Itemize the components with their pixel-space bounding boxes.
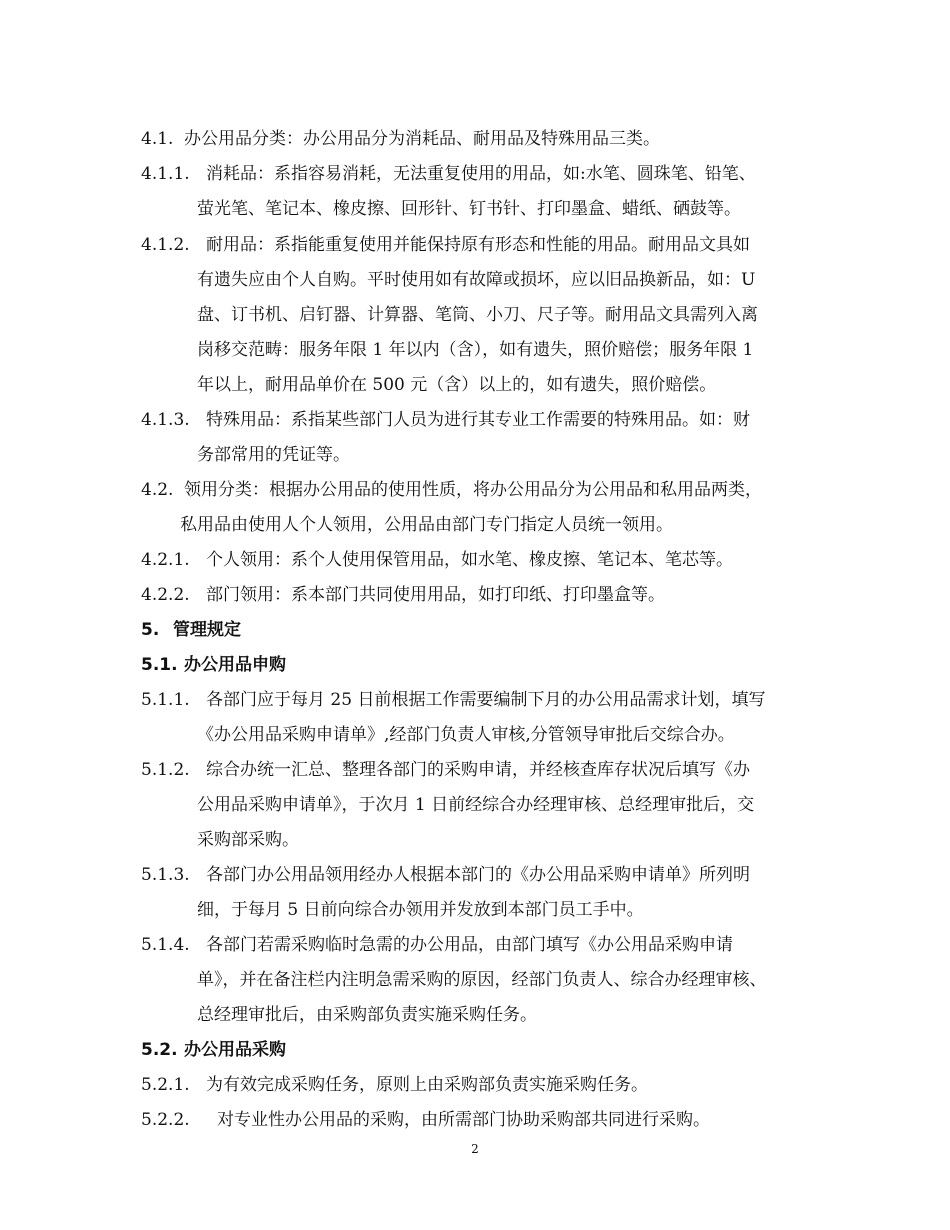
- clause-text: 务部常用的凭证等。: [197, 445, 350, 465]
- clause-number: 4.1.: [141, 129, 174, 149]
- clause-number: 5.1.2.: [141, 760, 190, 780]
- clause-text: 消耗品：系指容易消耗，无法重复使用的用品，如:水笔、圆珠笔、铅笔、: [206, 164, 756, 184]
- heading-title: 办公用品采购: [184, 1040, 286, 1060]
- heading-number: 5.: [141, 620, 160, 640]
- clause-text: 各部门办公用品领用经办人根据本部门的《办公用品采购申请单》所列明: [206, 865, 750, 885]
- clause-text: 各部门若需采购临时急需的办公用品，由部门填写《办公用品采购申请: [206, 935, 733, 955]
- clause-text: 办公用品分类：办公用品分为消耗品、耐用品及特殊用品三类。: [184, 129, 660, 149]
- clause-text: 细，于每月 5 日前向综合办领用并发放到本部门员工手中。: [197, 900, 644, 920]
- clause-text: 采购部采购。: [197, 830, 299, 850]
- clause-number: 4.2.2.: [141, 585, 190, 605]
- heading-number: 5.1.: [141, 655, 178, 675]
- clause-text: 对专业性办公用品的采购，由所需部门协助采购部共同进行采购。: [217, 1110, 710, 1130]
- clause-number: 5.1.3.: [141, 865, 190, 885]
- clause-number: 4.1.2.: [141, 235, 190, 255]
- clause-number: 5.1.1.: [141, 690, 190, 710]
- heading-number: 5.2.: [141, 1040, 178, 1060]
- clause-text: 单》，并在备注栏内注明急需采购的原因，经部门负责人、综合办经理审核、: [197, 970, 767, 990]
- clause-text: 特殊用品：系指某些部门人员为进行其专业工作需要的特殊用品。如：财: [206, 410, 750, 430]
- clause-number: 4.1.3.: [141, 410, 190, 430]
- clause-text: 私用品由使用人个人领用，公用品由部门专门指定人员统一领用。: [180, 515, 673, 535]
- clause-text: 综合办统一汇总、整理各部门的采购申请，并经核查库存状况后填写《办: [206, 760, 750, 780]
- clause-number: 4.2.: [141, 480, 174, 500]
- clause-number: 5.2.1.: [141, 1075, 190, 1095]
- clause-text: 总经理审批后，由采购部负责实施采购任务。: [197, 1005, 537, 1025]
- clause-text: 为有效完成采购任务，原则上由采购部负责实施采购任务。: [206, 1075, 648, 1095]
- clause-text: 各部门应于每月 25 日前根据工作需要编制下月的办公用品需求计划，填写: [206, 690, 766, 710]
- clause-text: 领用分类：根据办公用品的使用性质，将办公用品分为公用品和私用品两类，: [184, 480, 762, 500]
- clause-text: 耐用品：系指能重复使用并能保持原有形态和性能的用品。耐用品文具如: [206, 235, 750, 255]
- clause-text: 岗移交范畴：服务年限 1 年以内（含），如有遗失，照价赔偿；服务年限 1: [197, 340, 754, 360]
- clause-number: 5.1.4.: [141, 935, 190, 955]
- clause-text: 公用品采购申请单》，于次月 1 日前经综合办经理审核、总经理审批后，交: [197, 795, 755, 815]
- clause-text: 部门领用：系本部门共同使用用品，如打印纸、打印墨盒等。: [206, 585, 665, 605]
- clause-number: 4.1.1.: [141, 164, 190, 184]
- clause-number: 5.2.2.: [141, 1110, 190, 1130]
- clause-text: 《办公用品采购申请单》,经部门负责人审核,分管领导审批后交综合办。: [197, 725, 735, 745]
- heading-title: 办公用品申购: [184, 655, 286, 675]
- clause-number: 4.2.1.: [141, 550, 190, 570]
- clause-text: 盘、订书机、启钉器、计算器、笔筒、小刀、尺子等。耐用品文具需列入离: [197, 305, 758, 325]
- clause-text: 有遗失应由个人自购。平时使用如有故障或损坏，应以旧品换新品，如：U: [197, 270, 756, 290]
- clause-text: 个人领用：系个人使用保管用品，如水笔、橡皮擦、笔记本、笔芯等。: [206, 550, 733, 570]
- clause-text: 萤光笔、笔记本、橡皮擦、回形针、钉书针、打印墨盒、蜡纸、硒鼓等。: [197, 199, 741, 219]
- heading-title: 管理规定: [173, 620, 241, 640]
- clause-text: 年以上，耐用品单价在 500 元（含）以上的，如有遗失，照价赔偿。: [197, 375, 717, 395]
- page-number: 2: [471, 1142, 479, 1156]
